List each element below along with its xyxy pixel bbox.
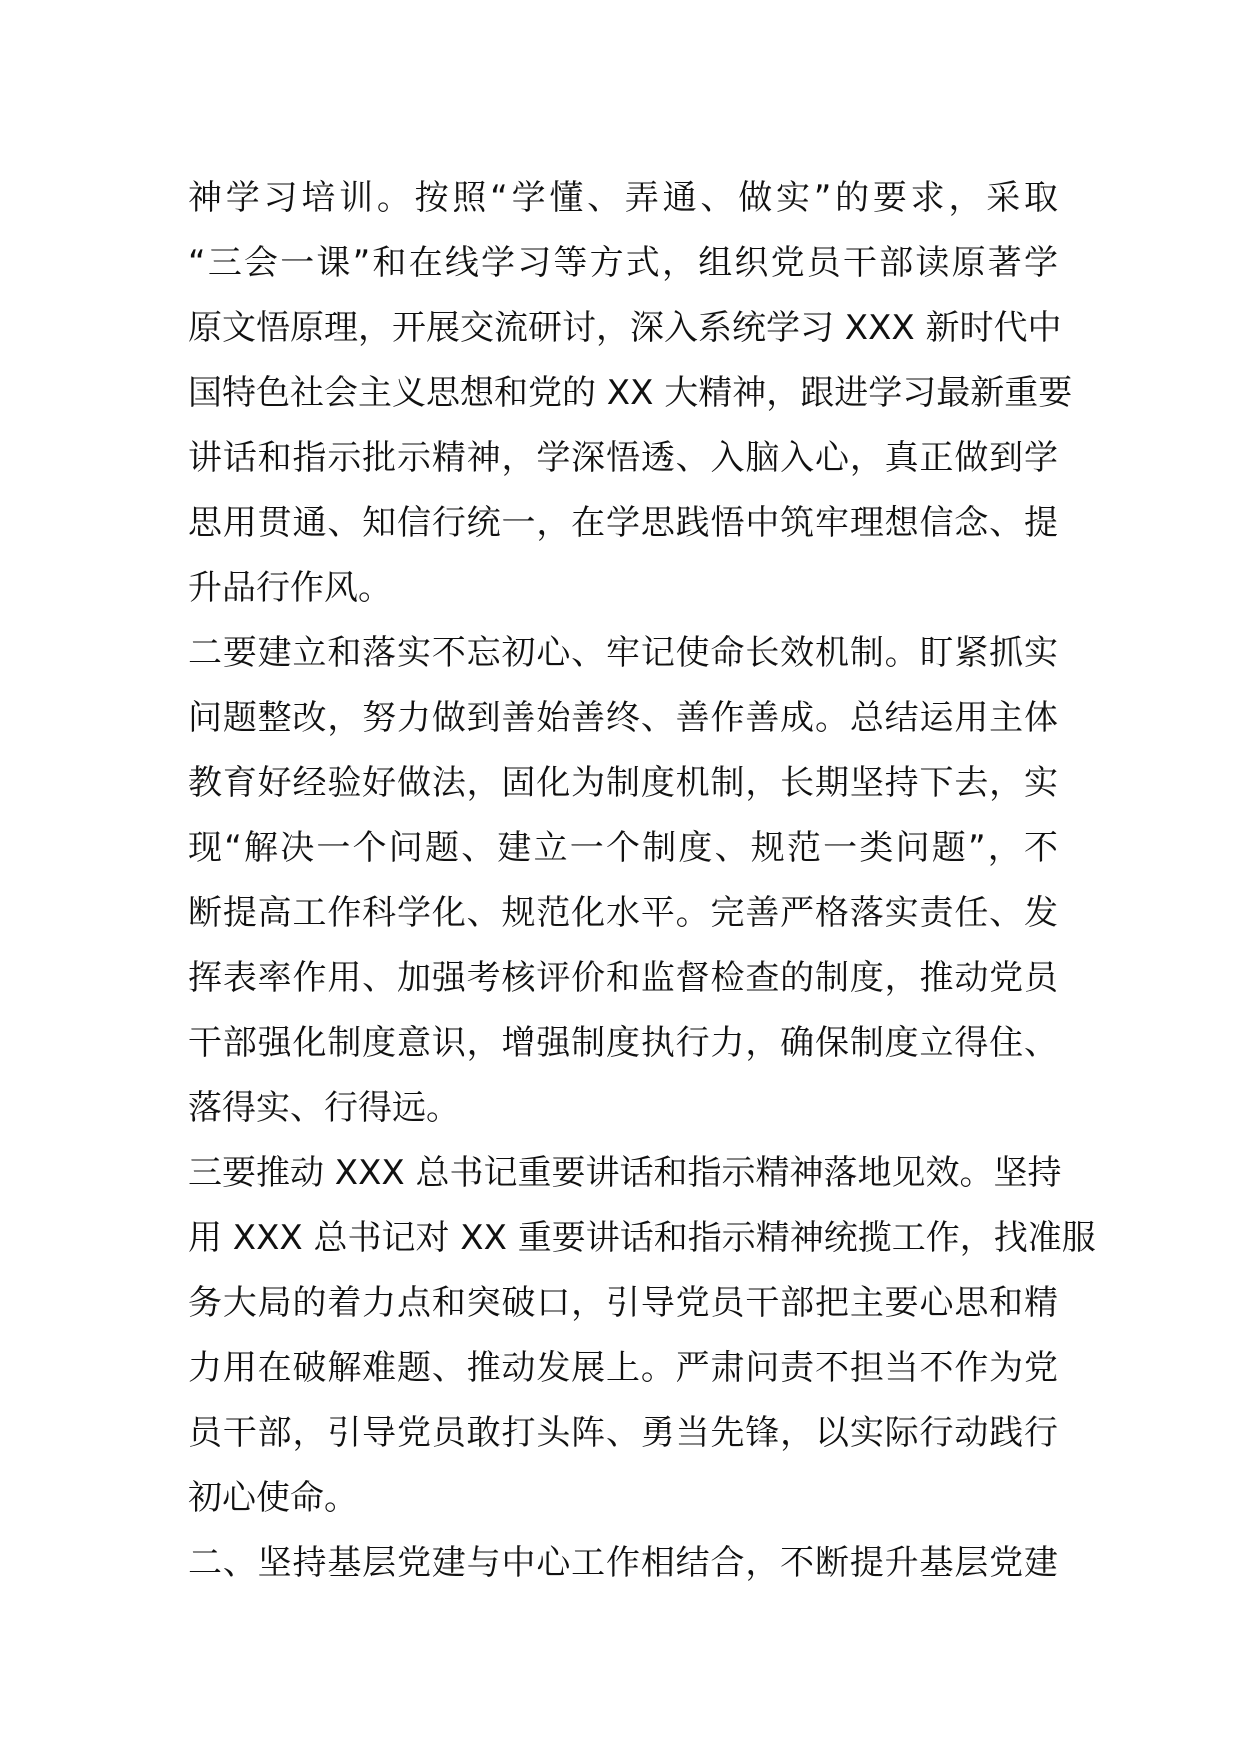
text-line: “三会一课”和在线学习等方式，组织党员干部读原著学 [188,243,1058,283]
text-line: 讲话和指示批示精神，学深悟透、入脑入心，真正做到学 [188,438,1058,478]
text-line: 挥表率作用、加强考核评价和监督检查的制度，推动党员 [188,958,1058,998]
text-line: 断提高工作科学化、规范化水平。完善严格落实责任、发 [188,893,1058,933]
text-line: 思用贯通、知信行统一，在学思践悟中筑牢理想信念、提 [188,503,1058,543]
text-line: 二要建立和落实不忘初心、牢记使命长效机制。盯紧抓实 [188,633,1058,673]
text-line: 原文悟原理，开展交流研讨，深入系统学习 XXX 新时代中 [188,308,1062,348]
text-line: 神学习培训。按照“学懂、弄通、做实”的要求，采取 [188,178,1058,218]
text-line: 落得实、行得远。 [188,1088,460,1128]
text-line: 员干部，引导党员敢打头阵、勇当先锋，以实际行动践行 [188,1413,1058,1453]
text-line: 问题整改，努力做到善始善终、善作善成。总结运用主体 [188,698,1058,738]
text-line: 国特色社会主义思想和党的 XX 大精神，跟进学习最新重要 [188,373,1073,413]
text-line: 三要推动 XXX 总书记重要讲话和指示精神落地见效。坚持 [188,1153,1062,1193]
text-line: 升品行作风。 [188,568,392,608]
text-line: 务大局的着力点和突破口，引导党员干部把主要心思和精 [188,1283,1058,1323]
text-line: 现“解决一个问题、建立一个制度、规范一类问题”，不 [188,828,1058,868]
text-line: 初心使命。 [188,1478,358,1518]
text-line: 干部强化制度意识，增强制度执行力，确保制度立得住、 [188,1023,1058,1063]
text-line: 二、坚持基层党建与中心工作相结合，不断提升基层党建 [188,1543,1058,1583]
document-body [188,166,1096,1596]
text-line: 教育好经验好做法，固化为制度机制，长期坚持下去，实 [188,763,1058,803]
text-line: 用 XXX 总书记对 XX 重要讲话和指示精神统揽工作，找准服 [188,1218,1096,1258]
text-line: 力用在破解难题、推动发展上。严肃问责不担当不作为党 [188,1348,1058,1388]
